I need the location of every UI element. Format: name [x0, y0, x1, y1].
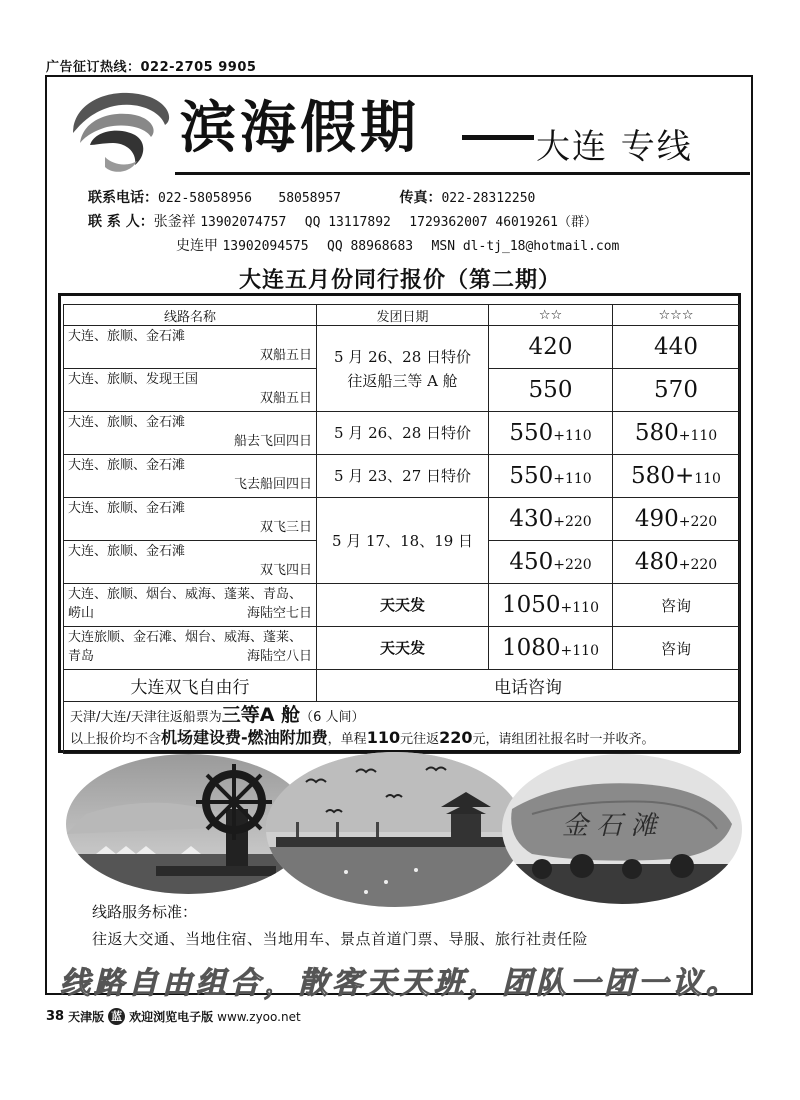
person-extra: 1729362007 46019261（群）	[409, 215, 598, 230]
price-value: 580+	[631, 463, 695, 489]
price-two-star	[489, 498, 613, 541]
table-header-row	[64, 305, 740, 326]
price-extra: +110	[678, 428, 718, 444]
note-text: 天津/大连/天津往返船票为	[70, 710, 222, 725]
person-label: 联 系 人：	[88, 214, 154, 230]
date-text: 5 月 17、18、19 日	[331, 531, 474, 550]
price-three-star	[613, 627, 740, 670]
price-extra: +220	[553, 514, 592, 530]
date-cell	[317, 584, 489, 627]
date-cell	[317, 498, 489, 584]
title-dash	[462, 135, 534, 140]
contact-person-1	[88, 211, 597, 231]
route-cell	[64, 412, 317, 455]
price-value: 490	[634, 506, 679, 532]
photo-seagull-pier	[266, 752, 524, 907]
price-two-star	[489, 627, 613, 670]
note-emphasis: 机场建设费-燃油附加费	[161, 728, 328, 747]
page-title: 滨海假期	[180, 95, 420, 161]
table-row	[64, 412, 740, 455]
phone-1: 022-58058956	[158, 191, 252, 206]
price-three-star	[613, 541, 740, 584]
page-number: 38	[46, 1009, 65, 1024]
route-name: 大连、旅顺、烟台、威海、蓬莱、青岛、崂山	[68, 587, 303, 621]
phone-2: 58058957	[278, 191, 341, 206]
price-value: 430	[509, 506, 554, 532]
route-cell	[64, 627, 317, 670]
rock-inscription: 金 石 滩	[562, 811, 657, 841]
route-cell	[64, 584, 317, 627]
price-three-star	[613, 369, 740, 412]
price-value: 550	[528, 377, 573, 403]
price-value: 550	[509, 420, 554, 446]
route-type: 双飞三日	[259, 520, 312, 535]
price-value: 420	[528, 334, 573, 360]
date-note: 往返船三等 A 舱	[347, 371, 458, 390]
price-value: 580	[634, 420, 679, 446]
price-two-star	[489, 412, 613, 455]
fax-label: 传真：	[399, 190, 442, 206]
route-type: 船去飞回四日	[233, 434, 312, 449]
note-emphasis: 110	[366, 728, 401, 747]
photo-strip	[66, 752, 742, 907]
price-value: 450	[509, 549, 554, 575]
price-three-star	[613, 584, 740, 627]
table-row	[64, 455, 740, 498]
note-text: 元，请组团社报名时一并收齐。	[472, 732, 655, 747]
footer	[46, 1008, 301, 1025]
free-travel-row	[64, 670, 740, 702]
route-name: 大连、旅顺、金石滩	[68, 329, 186, 344]
table-row	[64, 498, 740, 541]
route-cell	[64, 326, 317, 369]
date-text: 5 月 26、28 日特价	[333, 424, 472, 442]
contact-person-2	[176, 235, 619, 255]
price-three-star	[613, 412, 740, 455]
notes-row	[64, 702, 740, 754]
price-value: 咨询	[660, 596, 691, 615]
price-two-star	[489, 455, 613, 498]
title-rule	[175, 172, 750, 175]
route-type: 飞去船回四日	[233, 477, 312, 492]
price-value: 570	[654, 377, 698, 403]
route-cell	[64, 455, 317, 498]
route-name: 大连旅顺、金石滩、烟台、威海、蓬莱、青岛	[68, 630, 303, 664]
price-value: 550	[509, 463, 554, 489]
price-value: 440	[654, 334, 698, 360]
price-table-frame	[58, 293, 741, 753]
welcome-text: 欢迎浏览电子版	[129, 1010, 214, 1024]
price-heading: 大连五月份同行报价（第二期）	[238, 268, 561, 293]
person-qq: QQ 13117892	[304, 215, 391, 230]
price-two-star	[489, 326, 613, 369]
date-cell	[317, 326, 489, 412]
price-three-star	[613, 326, 740, 369]
price-extra: +220	[678, 557, 718, 573]
price-extra: +220	[553, 557, 592, 573]
free-travel-consult: 电话咨询	[317, 670, 740, 702]
date-text: 天天发	[379, 639, 425, 657]
notes-cell	[64, 702, 740, 754]
route-type: 海陆空七日	[246, 606, 312, 621]
contact-phone-line	[88, 187, 535, 207]
service-standard-label: 线路服务标准：	[92, 903, 198, 921]
date-cell	[317, 455, 489, 498]
swirl-logo-icon	[65, 85, 175, 180]
note-text: ，单程	[327, 732, 367, 747]
price-extra: +110	[560, 600, 599, 616]
slogan: 线路自由组合，散客天天班，团队一团一议。	[60, 966, 740, 1001]
route-cell	[64, 541, 317, 584]
photo-jinshitan-rock	[502, 754, 742, 904]
route-cell	[64, 369, 317, 412]
person-name: 张釜祥	[153, 214, 196, 230]
table-row	[64, 326, 740, 369]
route-type: 海陆空八日	[246, 649, 312, 664]
table-row	[64, 627, 740, 670]
price-three-star	[613, 498, 740, 541]
website-link[interactable]: www.zyoo.net	[217, 1009, 301, 1024]
price-extra: +110	[553, 471, 592, 487]
route-name: 大连、旅顺、金石滩	[68, 544, 186, 559]
person-mobile: 13902094575	[222, 239, 309, 254]
date-cell	[317, 412, 489, 455]
price-table	[63, 304, 740, 754]
blue-badge-icon: 蓝	[108, 1008, 125, 1025]
phone-label: 联系电话：	[88, 190, 158, 206]
table-row	[64, 584, 740, 627]
price-extra: +110	[553, 428, 592, 444]
price-extra: 110	[694, 471, 721, 487]
date-text: 5 月 26、28 日特价	[333, 347, 472, 366]
header-date: 发团日期	[317, 305, 489, 326]
edition-label: 天津版	[68, 1010, 105, 1024]
price-two-star	[489, 584, 613, 627]
free-travel-label: 大连双飞自由行	[64, 670, 317, 702]
price-extra: +110	[560, 643, 599, 659]
price-two-star	[489, 541, 613, 584]
ad-hotline: 广告征订热线：022-2705 9905	[46, 60, 257, 75]
note-emphasis: 220	[439, 728, 473, 747]
date-cell	[317, 627, 489, 670]
price-value: 咨询	[660, 639, 691, 658]
route-name: 大连、旅顺、金石滩	[68, 501, 186, 516]
route-name: 大连、旅顺、发现王国	[68, 372, 199, 387]
note-text: （6 人间）	[300, 710, 365, 725]
route-name: 大连、旅顺、金石滩	[68, 458, 186, 473]
note-emphasis: A 舱	[259, 704, 301, 726]
note-fees	[70, 728, 733, 750]
fax-number: 022-28312250	[441, 191, 536, 206]
price-extra: +220	[678, 514, 718, 530]
person-mobile: 13902074757	[200, 215, 287, 230]
date-text: 天天发	[379, 596, 425, 614]
header-route: 线路名称	[64, 305, 317, 326]
date-text: 5 月 23、27 日特价	[333, 467, 472, 485]
note-text: 以上报价均不含	[70, 732, 162, 747]
person-name: 史连甲	[176, 238, 218, 254]
route-cell	[64, 498, 317, 541]
note-emphasis: 三等	[221, 704, 260, 726]
route-type: 双船五日	[259, 348, 312, 363]
note-text: 元往返	[400, 732, 440, 747]
route-name: 大连、旅顺、金石滩	[68, 415, 186, 430]
price-three-star	[613, 455, 740, 498]
price-value: 1080	[502, 635, 561, 661]
route-type: 双船五日	[259, 391, 312, 406]
person-msn: MSN dl-tj_18@hotmail.com	[431, 239, 620, 254]
price-value: 480	[634, 549, 679, 575]
price-two-star	[489, 369, 613, 412]
person-qq: QQ 88968683	[327, 239, 414, 254]
price-value: 1050	[502, 592, 561, 618]
note-ferry	[70, 705, 733, 728]
route-type: 双飞四日	[259, 563, 312, 578]
service-standard-text: 往返大交通、当地住宿、当地用车、景点首道门票、导服、旅行社责任险	[92, 930, 589, 948]
page-subtitle: 大连 专线	[536, 127, 693, 167]
header-two-star: ☆☆	[489, 305, 613, 326]
header-three-star: ☆☆☆	[613, 305, 740, 326]
